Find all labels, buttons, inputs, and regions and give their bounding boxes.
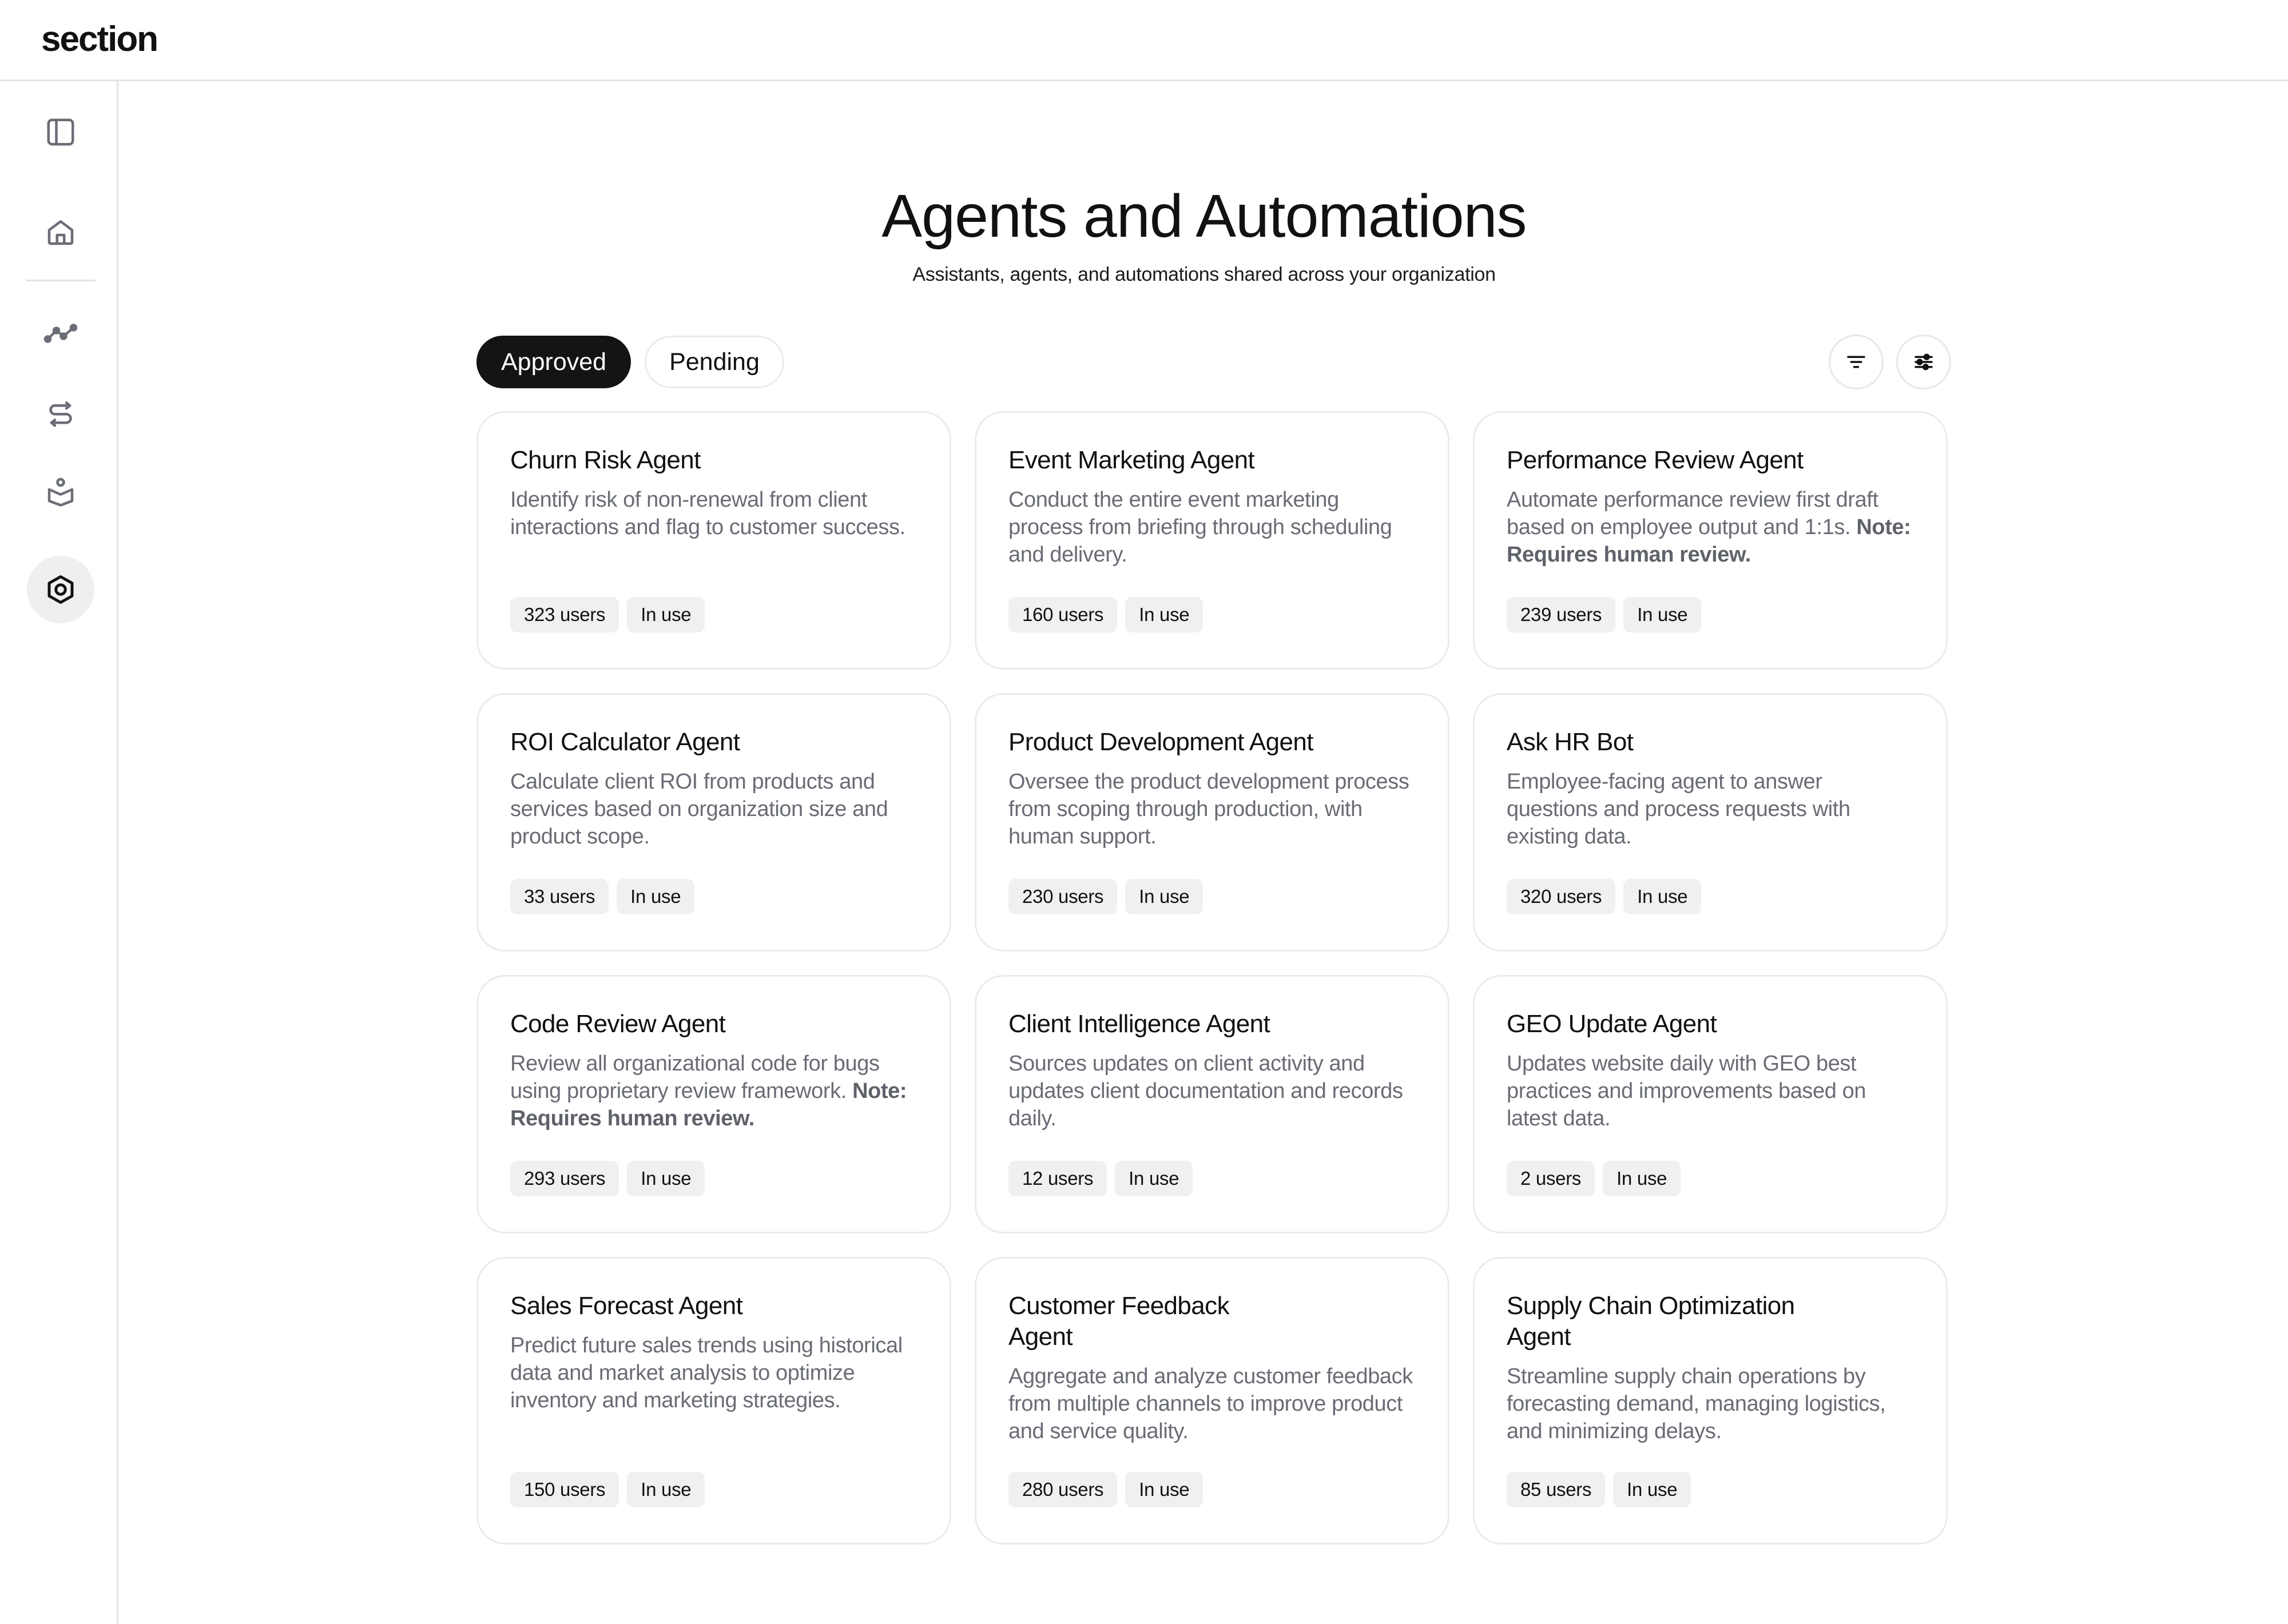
- trend-line-icon: [43, 316, 78, 351]
- tab-approved[interactable]: Approved: [476, 336, 631, 388]
- agent-description: Calculate client ROI from products and services based on organization size and product scope.: [510, 770, 888, 849]
- hexagon-nut-icon: [43, 572, 78, 607]
- status-badge: In use: [627, 597, 705, 632]
- sidebar: [0, 81, 118, 1624]
- users-count-badge: 160 users: [1008, 597, 1117, 632]
- agent-description: Aggregate and analyze customer feedback from multiple channels to improve product and service quality.: [1008, 1364, 1413, 1443]
- agent-badges: [510, 1472, 705, 1507]
- agent-title: Code Review Agent: [510, 1010, 726, 1038]
- status-badge: In use: [1623, 597, 1701, 632]
- users-count-badge: 230 users: [1008, 879, 1117, 914]
- sidebar-toggle-button[interactable]: [27, 98, 94, 166]
- agent-badges: [510, 597, 705, 632]
- agent-card[interactable]: [476, 1257, 951, 1545]
- page-subtitle: Assistants, agents, and automations shared across your organization: [912, 264, 1496, 285]
- agent-title: Customer Feedback Agent: [1008, 1292, 1229, 1351]
- sidebar-item-learning[interactable]: [27, 459, 94, 526]
- agent-card[interactable]: [1473, 693, 1948, 952]
- agent-badges: [1507, 879, 1701, 914]
- agent-badges: [1008, 597, 1203, 632]
- view-settings-button[interactable]: [1896, 335, 1951, 389]
- agent-card[interactable]: [975, 1257, 1449, 1545]
- agent-badges: [510, 1161, 705, 1196]
- filter-lines-icon: [1844, 350, 1868, 374]
- sidebar-item-home[interactable]: [27, 198, 94, 266]
- agent-title: Sales Forecast Agent: [510, 1292, 743, 1320]
- status-badge: In use: [1613, 1472, 1691, 1507]
- main-content: [120, 83, 2288, 1624]
- agent-title: ROI Calculator Agent: [510, 728, 740, 756]
- agent-description: Employee-facing agent to answer questions and process requests with existing data.: [1507, 770, 1850, 849]
- agent-badges: [1507, 1472, 1691, 1507]
- app-logo[interactable]: section: [41, 19, 158, 59]
- agent-card[interactable]: [476, 411, 951, 670]
- agent-title: Supply Chain Optimization Agent: [1507, 1292, 1795, 1351]
- agent-title: Churn Risk Agent: [510, 446, 701, 474]
- sidebar-item-workflows[interactable]: [27, 380, 94, 447]
- agent-card[interactable]: [975, 411, 1449, 670]
- agents-grid: [476, 411, 1948, 1545]
- agent-description: Review all organizational code for bugs using proprietary review framework. Note: Requires human review.: [510, 1052, 907, 1131]
- filter-button[interactable]: [1829, 335, 1884, 389]
- agent-badges: [1008, 1472, 1203, 1507]
- agent-description: Identify risk of non-renewal from client interactions and flag to customer success.: [510, 488, 905, 539]
- agent-note: Note: Requires human review.: [1507, 515, 1911, 567]
- agent-description: Automate performance review first draft based on employee output and 1:1s. Note: Requires human review.: [1507, 488, 1911, 567]
- agent-card[interactable]: [975, 975, 1449, 1233]
- agent-card[interactable]: [1473, 975, 1948, 1233]
- users-count-badge: 293 users: [510, 1161, 619, 1196]
- users-count-badge: 320 users: [1507, 879, 1615, 914]
- users-count-badge: 150 users: [510, 1472, 619, 1507]
- home-icon: [43, 215, 78, 249]
- agent-badges: [1507, 1161, 1681, 1196]
- status-badge: In use: [1623, 879, 1701, 914]
- status-badge: In use: [627, 1472, 705, 1507]
- status-badge: In use: [1603, 1161, 1681, 1196]
- agent-description: Updates website daily with GEO best practices and improvements based on latest data.: [1507, 1052, 1866, 1131]
- agent-title: Ask HR Bot: [1507, 728, 1634, 756]
- route-arrows-icon: [43, 396, 78, 431]
- status-badge: In use: [1115, 1161, 1193, 1196]
- toolbar: [1829, 335, 1951, 389]
- agent-badges: [510, 879, 694, 914]
- agent-description: Streamline supply chain operations by forecasting demand, managing logistics, and minimizing delays.: [1507, 1364, 1886, 1443]
- status-badge: In use: [627, 1161, 705, 1196]
- agent-description: Conduct the entire event marketing process from briefing through scheduling and delivery.: [1008, 488, 1392, 567]
- agent-badges: [1507, 597, 1701, 632]
- agent-card[interactable]: [1473, 1257, 1948, 1545]
- panel-left-icon: [43, 115, 78, 149]
- status-badge: In use: [1125, 1472, 1203, 1507]
- sidebar-item-analytics[interactable]: [27, 300, 94, 367]
- agent-badges: [1008, 1161, 1193, 1196]
- status-badge: In use: [1125, 597, 1203, 632]
- agent-description: Sources updates on client activity and updates client documentation and records daily.: [1008, 1052, 1403, 1131]
- users-count-badge: 239 users: [1507, 597, 1615, 632]
- agent-card[interactable]: [476, 693, 951, 952]
- tab-pending[interactable]: Pending: [645, 336, 784, 388]
- status-badge: In use: [617, 879, 694, 914]
- agent-badges: [1008, 879, 1203, 914]
- users-count-badge: 12 users: [1008, 1161, 1107, 1196]
- agent-title: Product Development Agent: [1008, 728, 1313, 756]
- sidebar-divider: [26, 280, 96, 281]
- reader-book-icon: [43, 475, 78, 510]
- users-count-badge: 2 users: [1507, 1161, 1595, 1196]
- agent-description: Oversee the product development process from scoping through production, with human support.: [1008, 770, 1409, 849]
- agent-note: Note: Requires human review.: [510, 1079, 907, 1131]
- status-badge: In use: [1125, 879, 1203, 914]
- agent-title: Performance Review Agent: [1507, 446, 1804, 474]
- users-count-badge: 323 users: [510, 597, 619, 632]
- top-bar: [0, 0, 2288, 81]
- agent-title: Client Intelligence Agent: [1008, 1010, 1270, 1038]
- agent-title: Event Marketing Agent: [1008, 446, 1255, 474]
- agent-card[interactable]: [1473, 411, 1948, 670]
- agent-card[interactable]: [476, 975, 951, 1233]
- users-count-badge: 280 users: [1008, 1472, 1117, 1507]
- status-tabs: [476, 336, 784, 388]
- agent-card[interactable]: [975, 693, 1449, 952]
- users-count-badge: 33 users: [510, 879, 609, 914]
- sidebar-item-agents[interactable]: [27, 556, 94, 623]
- agent-description: Predict future sales trends using historical data and market analysis to optimize inventory and marketing strategies.: [510, 1334, 903, 1412]
- sliders-icon: [1912, 350, 1936, 374]
- users-count-badge: 85 users: [1507, 1472, 1605, 1507]
- agent-title: GEO Update Agent: [1507, 1010, 1717, 1038]
- page-title: Agents and Automations: [881, 182, 1527, 250]
